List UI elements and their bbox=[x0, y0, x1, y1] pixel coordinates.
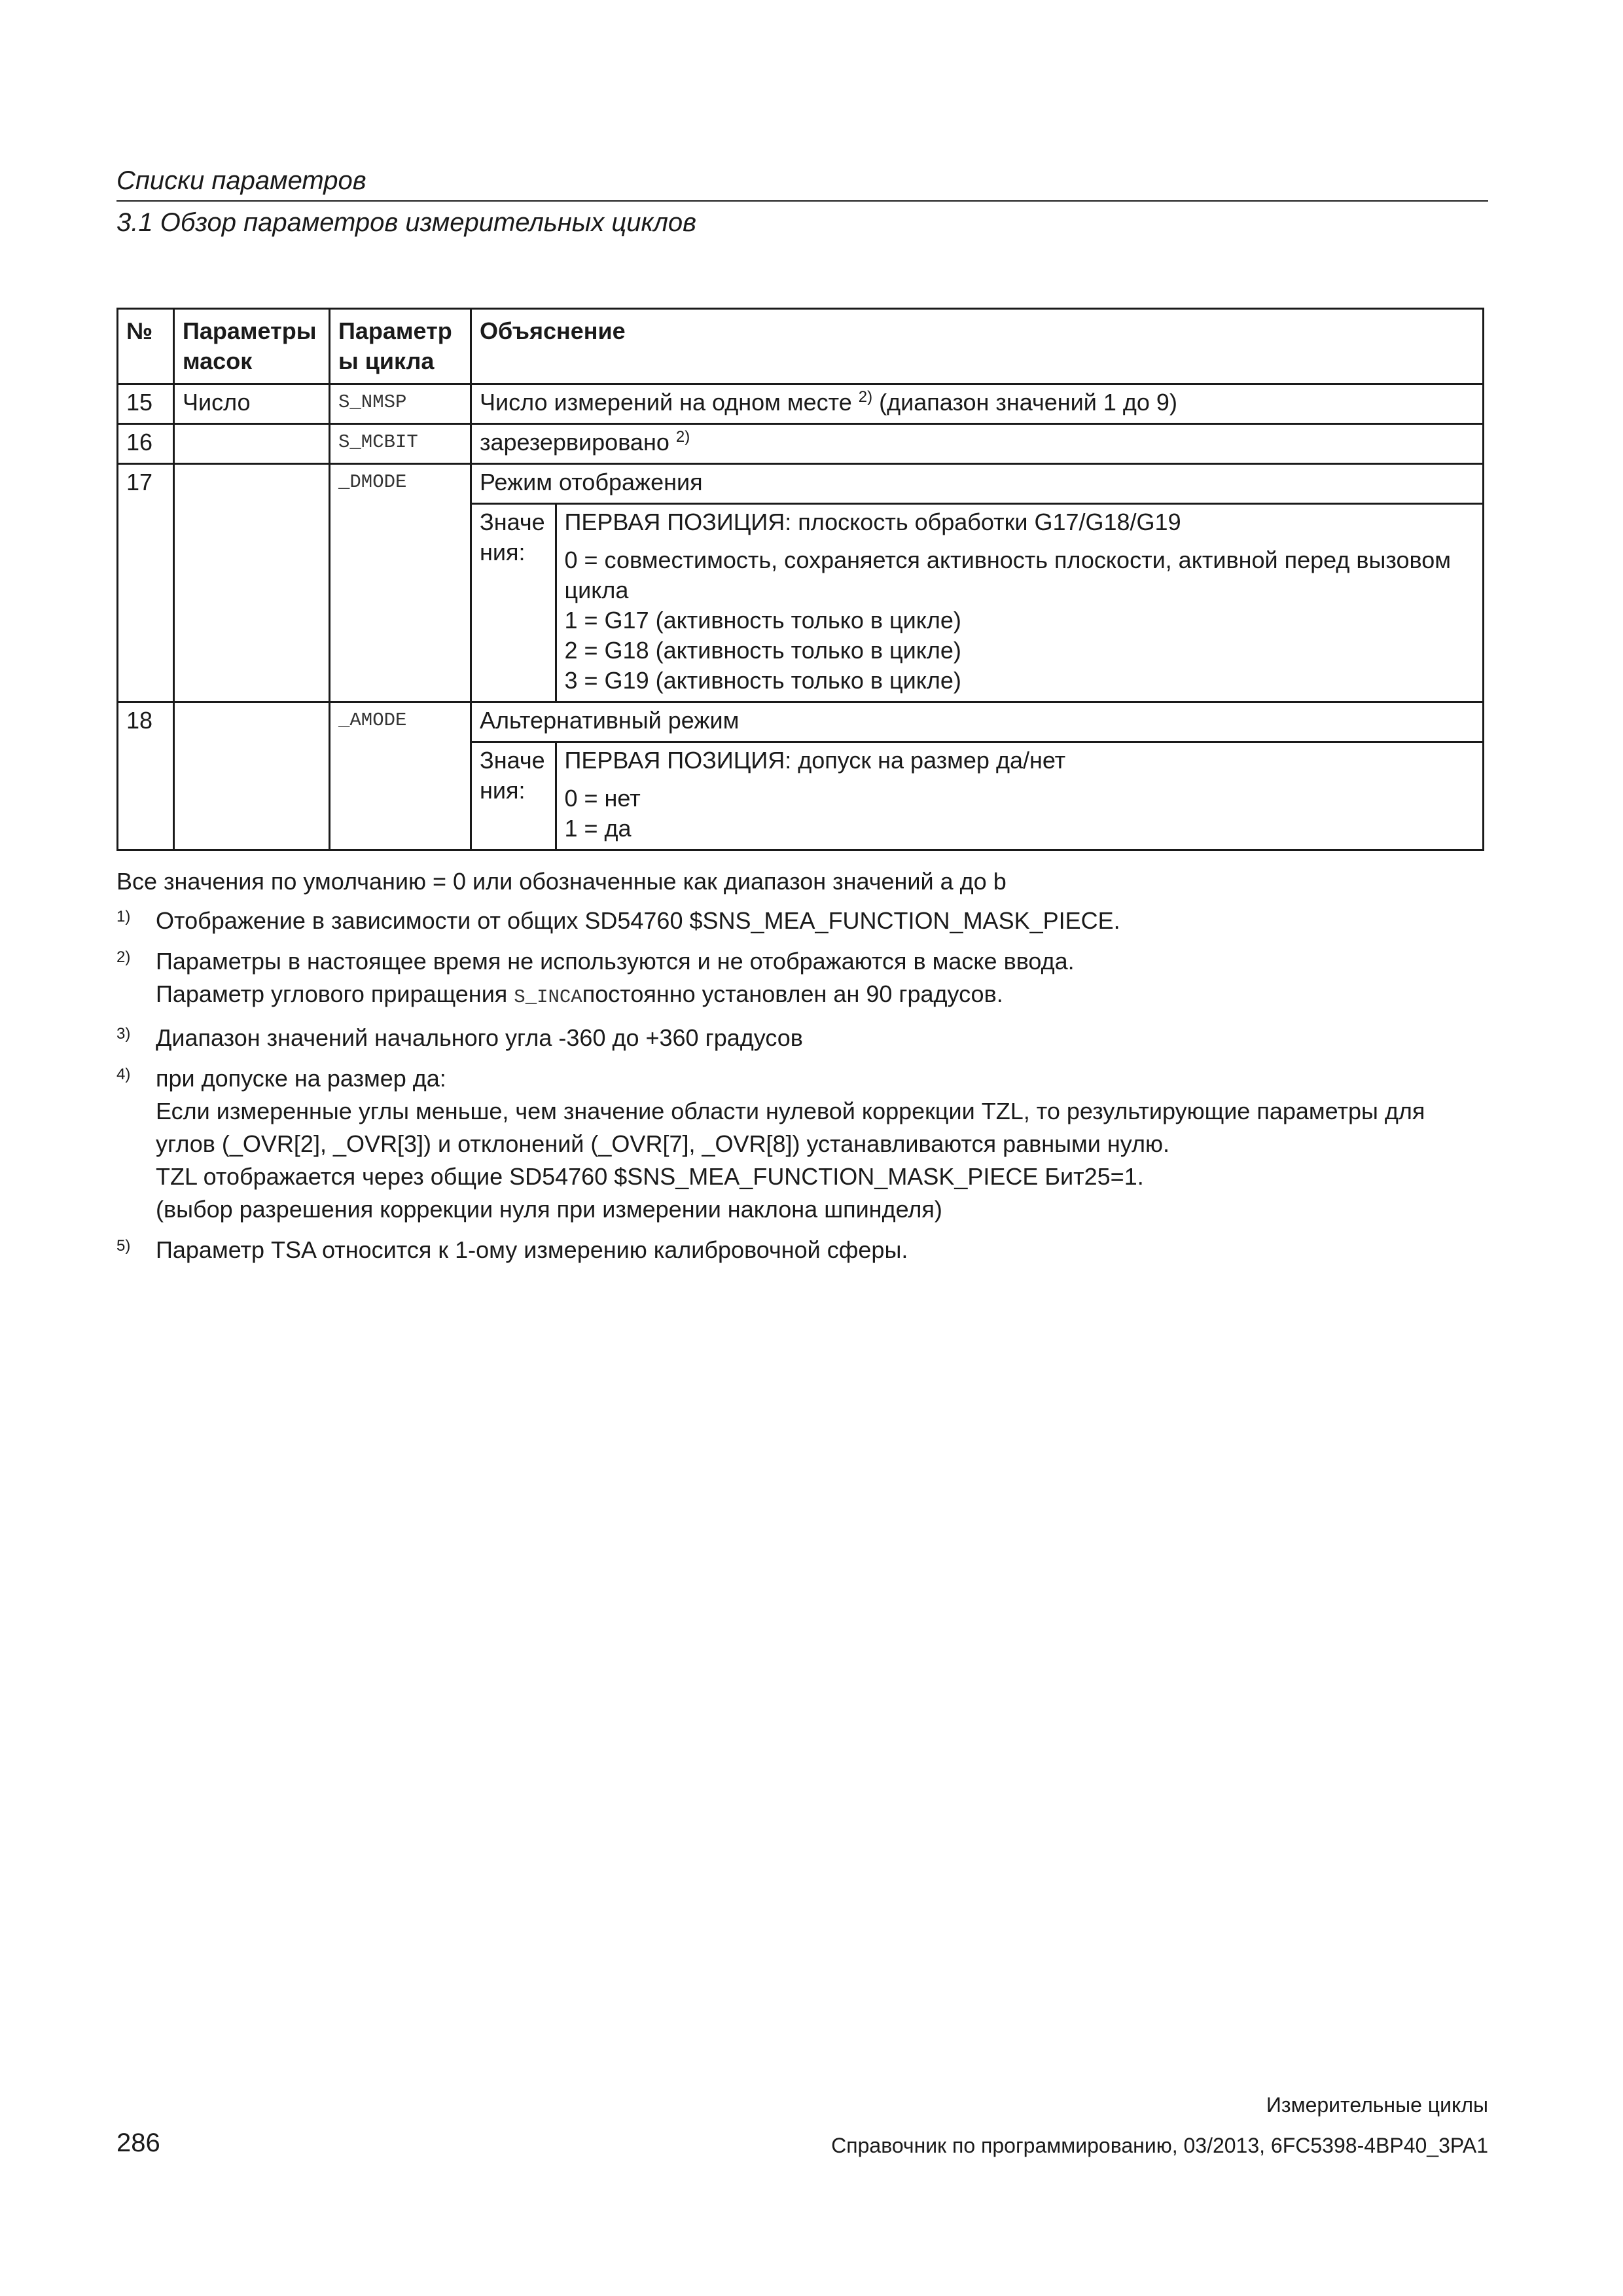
header-rule bbox=[116, 200, 1488, 202]
footnote-ref: 2) bbox=[858, 388, 873, 406]
footnote bbox=[116, 945, 1491, 1014]
footnote-text bbox=[156, 945, 1491, 1014]
section-title: 3.1 Обзор параметров измерительных циклов bbox=[116, 208, 697, 237]
row-no: 15 bbox=[118, 384, 174, 424]
values-table bbox=[472, 743, 1482, 849]
table-row bbox=[118, 424, 1484, 464]
header-explanation: Объяснение bbox=[471, 309, 1484, 384]
footnote bbox=[116, 905, 1491, 937]
footnote-line: (выбор разрешения коррекции нуля при измерении наклона шпинделя) bbox=[156, 1196, 942, 1223]
explanation-text: Число измерений на одном месте bbox=[480, 389, 852, 416]
values-title: ПЕРВАЯ ПОЗИЦИЯ: плоскость обработки G17/G18/G19 bbox=[564, 509, 1181, 535]
explanation-text: Альтернативный режим bbox=[472, 703, 1482, 743]
row-param: S_MCBIT bbox=[330, 424, 471, 464]
parameter-table bbox=[116, 308, 1484, 851]
page-number: 286 bbox=[116, 2128, 160, 2157]
row-mask bbox=[174, 424, 330, 464]
footnote-line-post: постоянно установлен ан 90 градусов. bbox=[582, 980, 1003, 1007]
table-row bbox=[118, 702, 1484, 850]
footnote-mark: 2) bbox=[116, 948, 131, 966]
footnote-text bbox=[156, 1234, 1491, 1266]
values-table bbox=[472, 505, 1482, 701]
value-item: 1 = да bbox=[564, 815, 632, 842]
footnote-mark: 1) bbox=[116, 908, 131, 925]
footnote-line: Отображение в зависимости от общих SD54760 $SNS_MEA_FUNCTION_MASK_PIECE. bbox=[156, 907, 1120, 934]
default-values-note: Все значения по умолчанию = 0 или обозначенные как диапазон значений a до b bbox=[116, 868, 1007, 895]
row-explanation bbox=[471, 384, 1484, 424]
table-row bbox=[118, 464, 1484, 702]
row-param: _AMODE bbox=[330, 702, 471, 850]
value-item: 0 = совместимость, сохраняется активность плоскости, активной перед вызовом цикла bbox=[564, 547, 1451, 603]
value-item: 0 = нет bbox=[564, 785, 641, 812]
explanation-text-range: (диапазон значений 1 до 9) bbox=[879, 389, 1177, 416]
header-cycle-params: Параметр ы цикла bbox=[330, 309, 471, 384]
value-item: 1 = G17 (активность только в цикле) bbox=[564, 607, 961, 634]
footnote-text bbox=[156, 1062, 1491, 1226]
explanation-text: Режим отображения bbox=[472, 465, 1482, 505]
notes-section bbox=[116, 865, 1491, 1274]
chapter-title: Списки параметров bbox=[116, 166, 366, 195]
footnote-ref: 2) bbox=[675, 428, 690, 446]
values-label: Значе ния: bbox=[472, 743, 556, 849]
footnote-line bbox=[156, 978, 1491, 1014]
table-row bbox=[118, 384, 1484, 424]
footnote bbox=[116, 1234, 1491, 1266]
row-explanation bbox=[471, 464, 1484, 702]
row-explanation bbox=[471, 424, 1484, 464]
footnote-mark: 5) bbox=[116, 1237, 131, 1255]
explanation-text: зарезервировано bbox=[480, 429, 669, 456]
footnote-mark: 3) bbox=[116, 1025, 131, 1043]
footnote-code: S_INCA bbox=[514, 986, 582, 1008]
row-mask bbox=[174, 464, 330, 702]
row-no: 18 bbox=[118, 702, 174, 850]
footnote-line-pre: Параметр углового приращения bbox=[156, 980, 514, 1007]
row-no: 17 bbox=[118, 464, 174, 702]
footnote-text bbox=[156, 905, 1491, 937]
footnote bbox=[116, 1022, 1491, 1054]
footnote-line: Если измеренные углы меньше, чем значение области нулевой коррекции TZL, то результирующие параметры для углов (_OVR[2], _OVR[3]) и отклонений (_OVR[7], _OVR[8]) устанавливаются равными нулю. bbox=[156, 1098, 1425, 1157]
values-label: Значе ния: bbox=[472, 505, 556, 701]
value-item: 3 = G19 (активность только в цикле) bbox=[564, 667, 961, 694]
values-title: ПЕРВАЯ ПОЗИЦИЯ: допуск на размер да/нет bbox=[564, 747, 1066, 774]
values-content bbox=[556, 743, 1482, 849]
footnote-mark: 4) bbox=[116, 1066, 131, 1083]
row-no: 16 bbox=[118, 424, 174, 464]
row-explanation bbox=[471, 702, 1484, 850]
footnote bbox=[116, 1062, 1491, 1226]
values-content bbox=[556, 505, 1482, 701]
footnote-line: Диапазон значений начального угла -360 до +360 градусов bbox=[156, 1024, 803, 1051]
footnote-line: Параметр TSA относится к 1-ому измерению калибровочной сферы. bbox=[156, 1236, 908, 1263]
header-no: № bbox=[118, 309, 174, 384]
footer-book-title: Измерительные циклы bbox=[1266, 2093, 1488, 2117]
footer-reference: Справочник по программированию, 03/2013, 6FC5398-4BP40_3PA1 bbox=[831, 2134, 1488, 2157]
header-mask-params: Параметры масок bbox=[174, 309, 330, 384]
value-item: 2 = G18 (активность только в цикле) bbox=[564, 637, 961, 664]
footnote-line: TZL отображается через общие SD54760 $SNS_MEA_FUNCTION_MASK_PIECE Бит25=1. bbox=[156, 1163, 1144, 1190]
footnote-line: Параметры в настоящее время не используются и не отображаются в маске ввода. bbox=[156, 948, 1075, 975]
row-param: _DMODE bbox=[330, 464, 471, 702]
row-param: S_NMSP bbox=[330, 384, 471, 424]
row-mask bbox=[174, 702, 330, 850]
table-header-row bbox=[118, 309, 1484, 384]
footnote-text bbox=[156, 1022, 1491, 1054]
footnote-line: при допуске на размер да: bbox=[156, 1065, 446, 1092]
row-mask: Число bbox=[174, 384, 330, 424]
